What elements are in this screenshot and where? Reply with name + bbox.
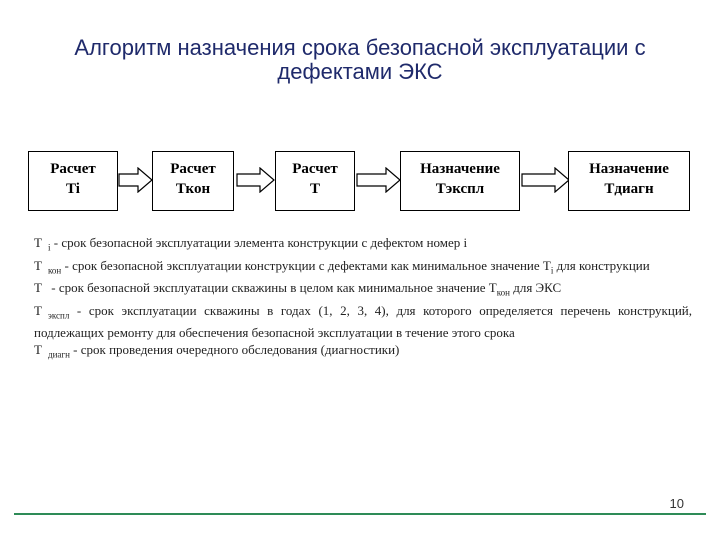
definition-tkon (34, 257, 692, 280)
slide-title-line-2: дефектами ЭКС (277, 59, 443, 84)
box-calc-ti-title: Расчет (50, 161, 96, 177)
definition-tkon-symbol: T (34, 257, 42, 273)
arrow-right-icon (236, 167, 276, 193)
box-calc-tkon (152, 151, 234, 211)
definition-t-text-2: для ЭКС (509, 280, 562, 296)
box-calc-ti-symbol: Ti (66, 181, 80, 197)
definition-texpl-text: - срок эксплуатации скважины в годах (1, 2, 3, 4), для которого определяется перечень конструкций, подлежащих ремонту для обеспечения безопасной эксплуатации в течение этого срока (34, 302, 692, 341)
definition-t-text: - срок безопасной эксплуатации скважины в целом как минимальное значение T (48, 280, 497, 296)
definition-ti (34, 234, 692, 257)
box-assign-tdiagn (568, 151, 690, 211)
arrow-right-icon (521, 167, 571, 193)
definition-tdiagn-symbol: T (34, 342, 42, 358)
page-number: 10 (669, 496, 684, 511)
definition-ti-text: - срок безопасной эксплуатации элемента конструкции с дефектом номер i (50, 235, 468, 250)
definition-tkon-text-2: для конструкции (553, 257, 650, 273)
definition-tkon-text: - срок безопасной эксплуатации конструкции с дефектами как минимальное значение T (61, 257, 551, 273)
definition-t-symbol: T (34, 280, 42, 296)
definition-ti-subscript: i (48, 242, 51, 253)
definition-t-subscript-2: кон (496, 287, 510, 298)
box-assign-texpl (400, 151, 520, 211)
definition-tkon-subscript-2: i (550, 265, 554, 276)
box-calc-t-symbol: Т (309, 181, 320, 197)
definition-texpl-subscript: экспл (48, 310, 70, 321)
box-calc-tkon-title: Расчет (170, 161, 216, 177)
box-calc-tkon-symbol: Ткон (175, 181, 211, 197)
definitions (34, 234, 692, 364)
footer-divider (14, 513, 706, 515)
box-calc-ti (28, 151, 118, 211)
box-calc-t (275, 151, 355, 211)
definition-tdiagn (34, 341, 692, 364)
box-assign-tdiagn-symbol: Тдиагн (604, 181, 654, 197)
definition-texpl (34, 302, 692, 342)
box-calc-t-title: Расчет (292, 161, 338, 177)
box-assign-texpl-title: Назначение (420, 161, 500, 177)
definition-texpl-symbol: T (34, 302, 42, 318)
definition-ti-symbol: T (34, 235, 42, 250)
box-assign-tdiagn-title: Назначение (589, 161, 669, 177)
box-assign-texpl-symbol: Тэкспл (435, 181, 485, 197)
arrow-right-icon (118, 167, 154, 193)
definition-tdiagn-text: - срок проведения очередного обследования (диагностики) (69, 342, 400, 358)
slide-title-line-1: Алгоритм назначения срока безопасной эксплуатации с (74, 35, 646, 60)
definition-t (34, 279, 692, 302)
definition-tdiagn-subscript: диагн (48, 349, 70, 360)
arrow-right-icon (356, 167, 402, 193)
flowchart (0, 0, 720, 230)
definition-tkon-subscript: кон (48, 265, 62, 276)
